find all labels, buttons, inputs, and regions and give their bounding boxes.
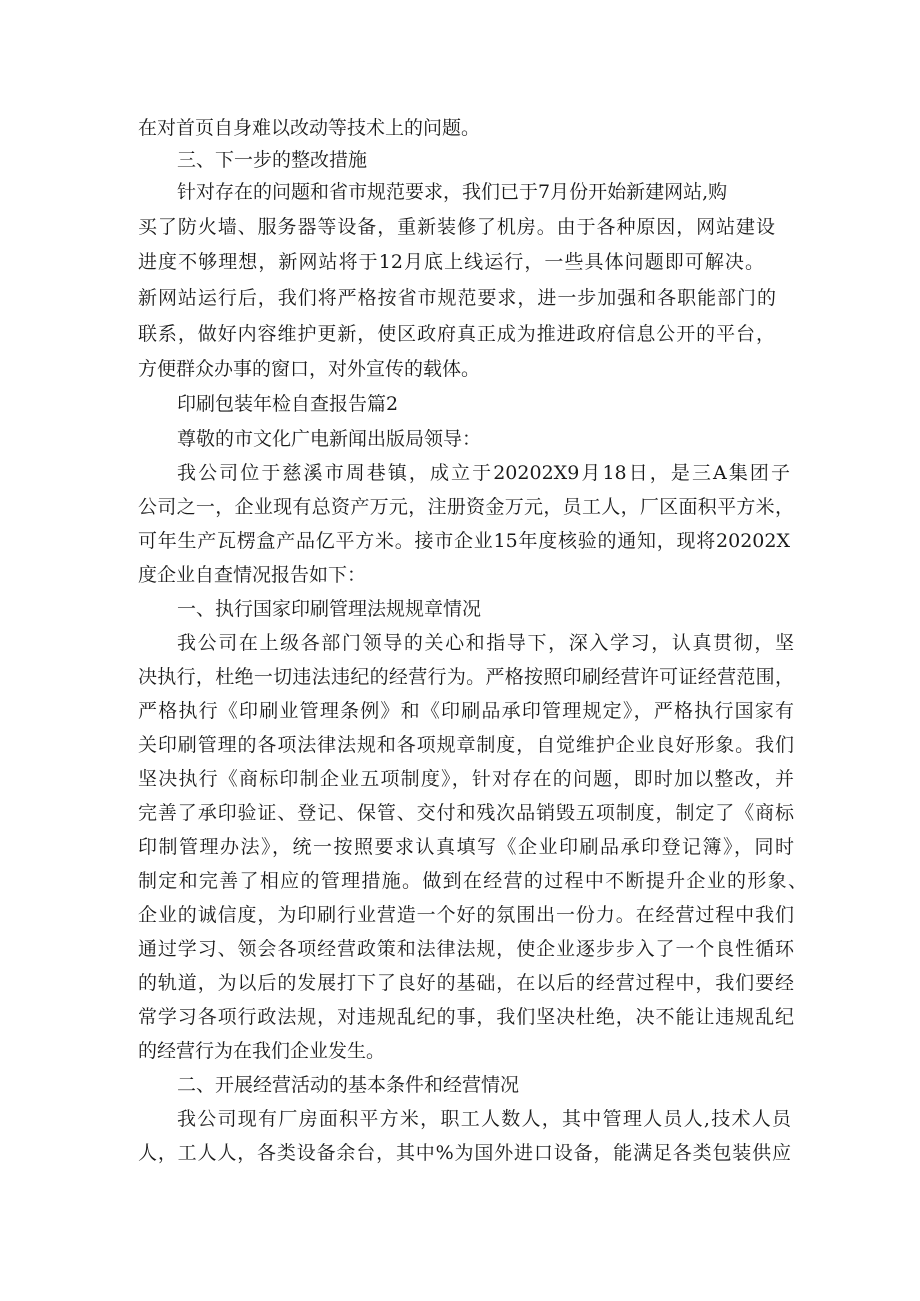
paragraph-first-line: 我公司在上级各部门领导的关心和指导下，深入学习，认真贯彻，坚: [177, 632, 794, 654]
body-line: 常学习各项行政法规，对违规乱纪的事，我们坚决杜绝，决不能让违规乱纪: [138, 1006, 794, 1028]
salutation: 尊敬的市文化广电新闻出版局领导：: [177, 428, 482, 450]
body-line: 企业的诚信度，为印刷行业营造一个好的氛围出一份力。在经营过程中我们: [138, 904, 794, 926]
body-line: 决执行，杜绝一切违法违纪的经营行为。严格按照印刷经营许可证经营范围，: [138, 666, 794, 688]
body-line: 严格执行《印刷业管理条例》和《印刷品承印管理规定》，严格执行国家有: [138, 700, 794, 722]
body-line: 方便群众办事的窗口，对外宣传的载体。: [138, 358, 481, 380]
body-line: 度企业自查情况报告如下：: [138, 564, 367, 586]
body-line: 关印刷管理的各项法律法规和各项规章制度，自觉维护企业良好形象。我们: [138, 734, 794, 756]
body-line: 联系，做好内容维护更新，使区政府真正成为推进政府信息公开的平台，: [138, 323, 775, 345]
section-heading: 一、执行国家印刷管理法规规章情况: [177, 598, 482, 620]
body-line: 制定和完善了相应的管理措施。做到在经营的过程中不断提升企业的形象、: [138, 870, 807, 892]
body-line: 的轨道，为以后的发展打下了良好的基础，在以后的经营过程中，我们要经: [138, 972, 794, 994]
body-line: 可年生产瓦楞盒产品亿平方米。接市企业15年度核验的通知，现将20202X: [138, 530, 790, 552]
body-line: 通过学习、领会各项经营政策和法律法规，使企业逐步步入了一个良性循环: [138, 938, 794, 960]
body-line: 人，工人人，各类设备余台，其中%为国外进口设备，能满足各类包装供应: [138, 1142, 791, 1164]
body-line: 完善了承印验证、登记、保管、交付和残次品销毁五项制度，制定了《商标: [138, 802, 794, 824]
body-line: 坚决执行《商标印制企业五项制度》，针对存在的问题，即时加以整改，并: [138, 768, 794, 790]
body-line: 在对首页自身难以改动等技术上的问题。: [138, 117, 481, 139]
body-line: 进度不够理想，新网站将于12月底上线运行，一些具体问题即可解决。: [138, 251, 764, 273]
paragraph-first-line: 我公司位于慈溪市周巷镇，成立于20202X9月18日，是三A集团子: [177, 462, 790, 484]
body-line: 的经营行为在我们企业发生。: [138, 1040, 386, 1062]
section-heading: 三、下一步的整改措施: [177, 149, 368, 171]
body-line: 买了防火墙、服务器等设备，重新装修了机房。由于各种原因，网站建设: [138, 216, 775, 238]
body-line: 新网站运行后，我们将严格按省市规范要求，进一步加强和各职能部门的: [138, 287, 776, 309]
paragraph-first-line: 我公司现有厂房面积平方米，职工人数人，其中管理人员人,技术人员: [177, 1108, 791, 1130]
paragraph-first-line: 针对存在的问题和省市规范要求，我们已于7月份开始新建网站,购: [177, 181, 728, 203]
body-line: 公司之一，企业现有总资产万元，注册资金万元，员工人，厂区面积平方米，: [138, 496, 794, 518]
article-title: 印刷包装年检自查报告篇2: [177, 393, 399, 415]
body-line: 印制管理办法》，统一按照要求认真填写《企业印刷品承印登记簿》，同时: [138, 836, 794, 858]
section-heading: 二、开展经营活动的基本条件和经营情况: [177, 1074, 520, 1096]
